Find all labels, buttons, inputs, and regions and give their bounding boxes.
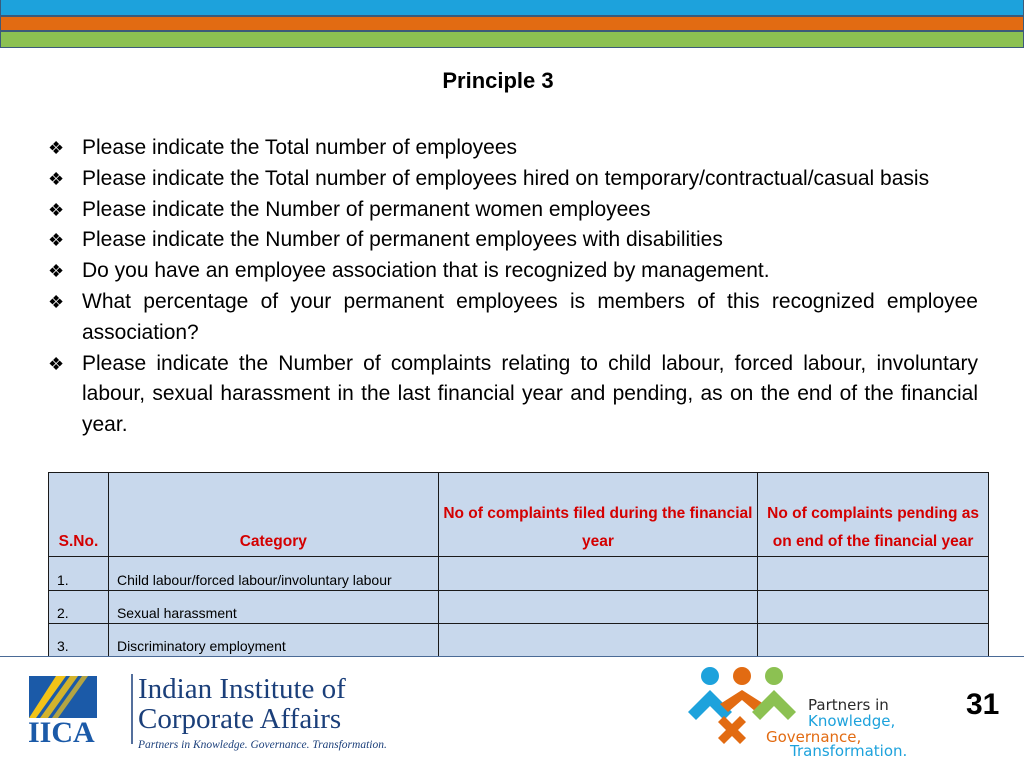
- cell-category: Child labour/forced labour/involuntary labour: [108, 557, 438, 591]
- diamond-bullet-icon: ❖: [48, 138, 65, 158]
- cell-pending[interactable]: [758, 624, 989, 657]
- cell-sno: 3.: [49, 624, 109, 657]
- header-category: Category: [108, 473, 438, 557]
- diamond-bullet-icon: ❖: [48, 291, 65, 312]
- top-band-blue: [0, 0, 1024, 16]
- bullet-item: [48, 225, 978, 256]
- bullet-text: Please indicate the Number of permanent women employees: [82, 197, 651, 221]
- bullet-item: [48, 287, 978, 349]
- bullet-item: [48, 256, 978, 287]
- bullet-text: Please indicate the Number of complaints relating to child labour, forced labour, involuntary labour, sexual harassment in the last financial year and pending, as on the end of the financial year.: [82, 351, 978, 437]
- partners-line3: Governance,: [766, 728, 862, 746]
- iica-emblem-icon: [28, 676, 97, 749]
- iica-tagline: Partners in Knowledge. Governance. Transformation.: [138, 739, 387, 751]
- iica-logo: [26, 668, 416, 754]
- top-band-orange: [0, 16, 1024, 31]
- bullet-text: Please indicate the Number of permanent employees with disabilities: [82, 228, 723, 252]
- slide-title: Principle 3: [442, 68, 554, 93]
- header-filed: No of complaints filed during the financial year: [438, 473, 758, 557]
- diamond-bullet-icon: ❖: [48, 230, 65, 251]
- cell-pending[interactable]: [758, 591, 989, 624]
- header-pending: No of complaints pending as on end of the financial year: [758, 473, 989, 557]
- cell-pending[interactable]: [758, 557, 989, 591]
- bullet-list: [48, 133, 978, 441]
- page-number: 31: [966, 688, 1000, 721]
- cell-filed[interactable]: [438, 624, 758, 657]
- table-row: [49, 624, 989, 657]
- partners-line4: Transformation.: [790, 742, 908, 760]
- bullet-item: [48, 133, 978, 164]
- diamond-bullet-icon: ❖: [48, 168, 65, 189]
- bullet-text: What percentage of your permanent employees is members of this recognized employee association?: [82, 289, 978, 344]
- diamond-bullet-icon: ❖: [48, 199, 65, 220]
- cell-filed[interactable]: [438, 557, 758, 591]
- partners-line1: Partners in: [808, 696, 889, 714]
- bullet-text: Please indicate the Total number of employees hired on temporary/contractual/casual basis: [82, 166, 930, 190]
- partners-line2: Knowledge,: [808, 712, 896, 730]
- iica-abbr: IICA: [28, 716, 95, 749]
- bullet-text: Please indicate the Total number of employees: [82, 136, 518, 159]
- cell-filed[interactable]: [438, 591, 758, 624]
- table-row: [49, 591, 989, 624]
- footer-divider: [0, 656, 1024, 657]
- cell-category: Discriminatory employment: [108, 624, 438, 657]
- partners-logo: [680, 664, 942, 760]
- cell-sno: 1.: [49, 557, 109, 591]
- top-band-green: [0, 31, 1024, 48]
- table-header-row: [49, 473, 989, 557]
- header-sno: S.No.: [49, 473, 109, 557]
- diamond-bullet-icon: ❖: [48, 353, 65, 374]
- iica-name-line1: Indian Institute of: [138, 673, 346, 705]
- iica-name-line2: Corporate Affairs: [138, 703, 342, 735]
- diamond-bullet-icon: ❖: [48, 261, 65, 282]
- bullet-item: [48, 195, 978, 226]
- cell-sno: 2.: [49, 591, 109, 624]
- bullet-text: Do you have an employee association that is recognized by management.: [82, 259, 770, 283]
- bullet-item: [48, 164, 978, 195]
- cell-category: Sexual harassment: [108, 591, 438, 624]
- bullet-item: [48, 349, 978, 441]
- complaints-table: [48, 472, 989, 657]
- table-row: [49, 557, 989, 591]
